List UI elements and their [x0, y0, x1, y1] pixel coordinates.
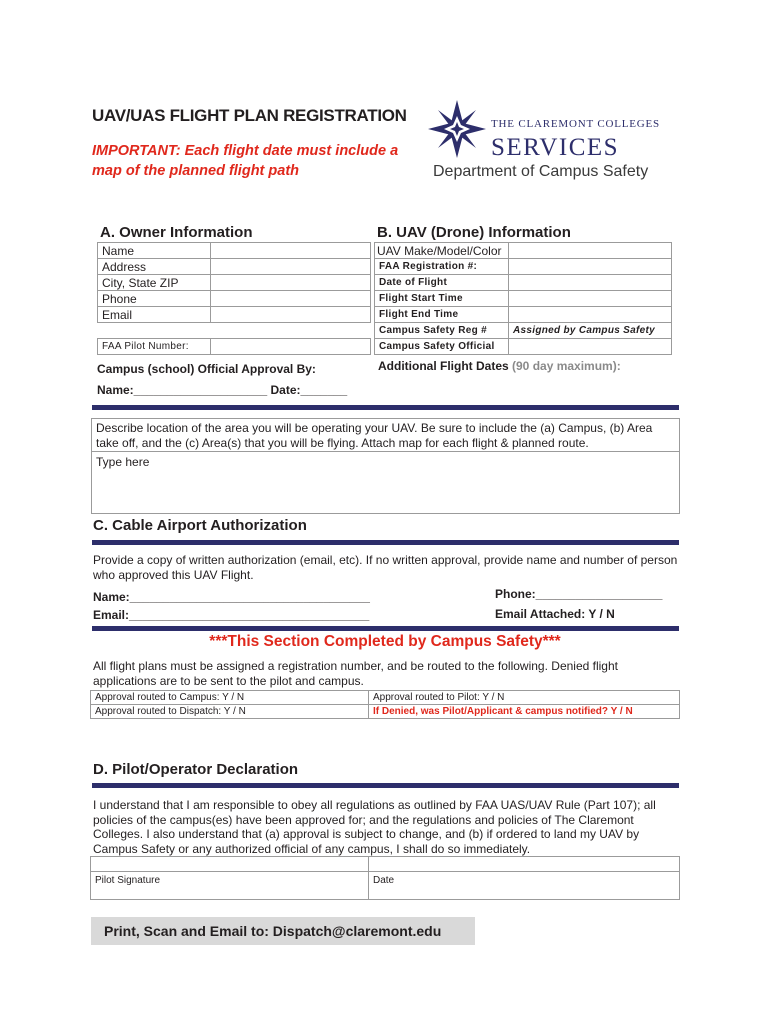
location-instructions: Describe location of the area you will be operating your UAV. Be sure to include the (a) Campus, (b) Area take off, and the (c) Area(s) that you will be flying. Attach map for each flight & planned route. [96, 421, 653, 450]
table-row [375, 291, 672, 307]
approval-name-date[interactable]: Name:____________________ Date:_______ [97, 383, 348, 397]
location-description-box [91, 418, 680, 514]
routed-campus-field[interactable]: Approval routed to Campus: Y / N [91, 691, 369, 705]
routed-dispatch-field[interactable]: Approval routed to Dispatch: Y / N [91, 705, 369, 719]
owner-email-label: Email [98, 307, 211, 323]
owner-address-label: Address [98, 259, 211, 275]
signature-date-field[interactable]: Date [369, 872, 680, 900]
section-divider [92, 540, 679, 545]
owner-email-field[interactable] [211, 307, 371, 323]
logo-colleges-text: THE CLAREMONT COLLEGES [491, 118, 660, 130]
flight-end-field[interactable] [509, 307, 672, 323]
cable-email-field[interactable]: Email:____________________________________ [93, 608, 370, 622]
table-row [91, 872, 680, 900]
owner-city-label: City, State ZIP [98, 275, 211, 291]
footer-bar [91, 917, 475, 945]
cable-instructions: Provide a copy of written authorization (email, etc). If no written approval, provide name and number of person who approved this UAV Flight. [93, 553, 678, 582]
flight-start-field[interactable] [509, 291, 672, 307]
denied-notification-field[interactable]: If Denied, was Pilot/Applicant & campus notified? Y / N [369, 705, 680, 719]
owner-info-table [97, 242, 371, 323]
owner-address-field[interactable] [211, 259, 371, 275]
uav-info-table [374, 242, 672, 355]
table-row [98, 307, 371, 323]
campus-safety-official-label: Campus Safety Official [375, 339, 509, 355]
cable-heading: C. Cable Airport Authorization [93, 517, 307, 534]
table-row [375, 259, 672, 275]
cable-phone-field[interactable]: Phone:___________________ [495, 587, 663, 601]
approval-heading: Campus (school) Official Approval By: [97, 362, 316, 376]
faa-registration-label: FAA Registration #: [375, 259, 509, 275]
uav-make-label: UAV Make/Model/Color [375, 243, 509, 259]
table-row [375, 323, 672, 339]
important-notice: IMPORTANT: Each flight date must include a map of the planned flight path [92, 143, 399, 179]
section-divider [92, 626, 679, 631]
location-input[interactable]: Type here [96, 455, 150, 469]
declaration-heading: D. Pilot/Operator Declaration [93, 761, 299, 778]
faa-registration-field[interactable] [509, 259, 672, 275]
signature-top-left [91, 857, 369, 872]
campus-safety-instructions: All flight plans must be assigned a registration number, and be routed to the following. Denied flight applications are to be sent to the pilot and campus. [93, 659, 618, 688]
uav-make-field[interactable] [509, 243, 672, 259]
owner-name-label: Name [98, 243, 211, 259]
section-divider [92, 405, 679, 410]
footer-email-text: Print, Scan and Email to: Dispatch@claremont.edu [104, 923, 442, 939]
assigned-by-note: Assigned by Campus Safety [509, 323, 672, 339]
table-row [91, 691, 680, 705]
email-attached-field[interactable]: Email Attached: Y / N [495, 607, 615, 621]
campus-safety-official-field[interactable] [509, 339, 672, 355]
campus-safety-heading: ***This Section Completed by Campus Safety*** [209, 633, 561, 650]
routing-table [90, 690, 680, 719]
additional-dates [378, 359, 621, 373]
owner-city-field[interactable] [211, 275, 371, 291]
table-row [98, 339, 371, 355]
owner-phone-field[interactable] [211, 291, 371, 307]
faa-pilot-label: FAA Pilot Number: [98, 339, 211, 355]
claremont-logo [426, 98, 682, 188]
table-row [98, 243, 371, 259]
table-row [375, 275, 672, 291]
signature-table [90, 856, 680, 900]
date-of-flight-label: Date of Flight [375, 275, 509, 291]
table-row [98, 259, 371, 275]
table-row [98, 291, 371, 307]
owner-heading: A. Owner Information [100, 224, 253, 241]
table-row [91, 857, 680, 872]
flight-end-label: Flight End Time [375, 307, 509, 323]
form-title: UAV/UAS FLIGHT PLAN REGISTRATION [92, 106, 407, 125]
additional-dates-note: (90 day maximum): [512, 359, 621, 373]
signature-top-right [369, 857, 680, 872]
table-row [91, 705, 680, 719]
owner-name-field[interactable] [211, 243, 371, 259]
additional-dates-label: Additional Flight Dates [378, 359, 509, 373]
campus-safety-reg-label: Campus Safety Reg # [375, 323, 509, 339]
section-divider [92, 783, 679, 788]
declaration-text: I understand that I am responsible to obey all regulations as outlined by FAA UAS/UAV Rule (Part 107); all policies of the campus(es) have been approved for; and the regulations and policies of The Claremont Colleges. I also understand that (a) approval is subject to change, and (b) if ordered to land my UAV by Campus Safety or any authorized official of any campus, I shall do so immediately. [93, 798, 656, 856]
logo-services-text: SERVICES [491, 134, 620, 161]
star-emblem-icon [426, 98, 488, 160]
flight-start-label: Flight Start Time [375, 291, 509, 307]
date-of-flight-field[interactable] [509, 275, 672, 291]
table-row [375, 243, 672, 259]
uav-heading: B. UAV (Drone) Information [377, 224, 571, 241]
table-row [375, 307, 672, 323]
routed-pilot-field[interactable]: Approval routed to Pilot: Y / N [369, 691, 680, 705]
table-row [98, 275, 371, 291]
owner-phone-label: Phone [98, 291, 211, 307]
pilot-signature-field[interactable]: Pilot Signature [91, 872, 369, 900]
faa-pilot-table [97, 338, 371, 355]
logo-department-text: Department of Campus Safety [433, 163, 649, 180]
table-row [375, 339, 672, 355]
cable-name-field[interactable]: Name:____________________________________ [93, 590, 370, 604]
faa-pilot-field[interactable] [211, 339, 371, 355]
